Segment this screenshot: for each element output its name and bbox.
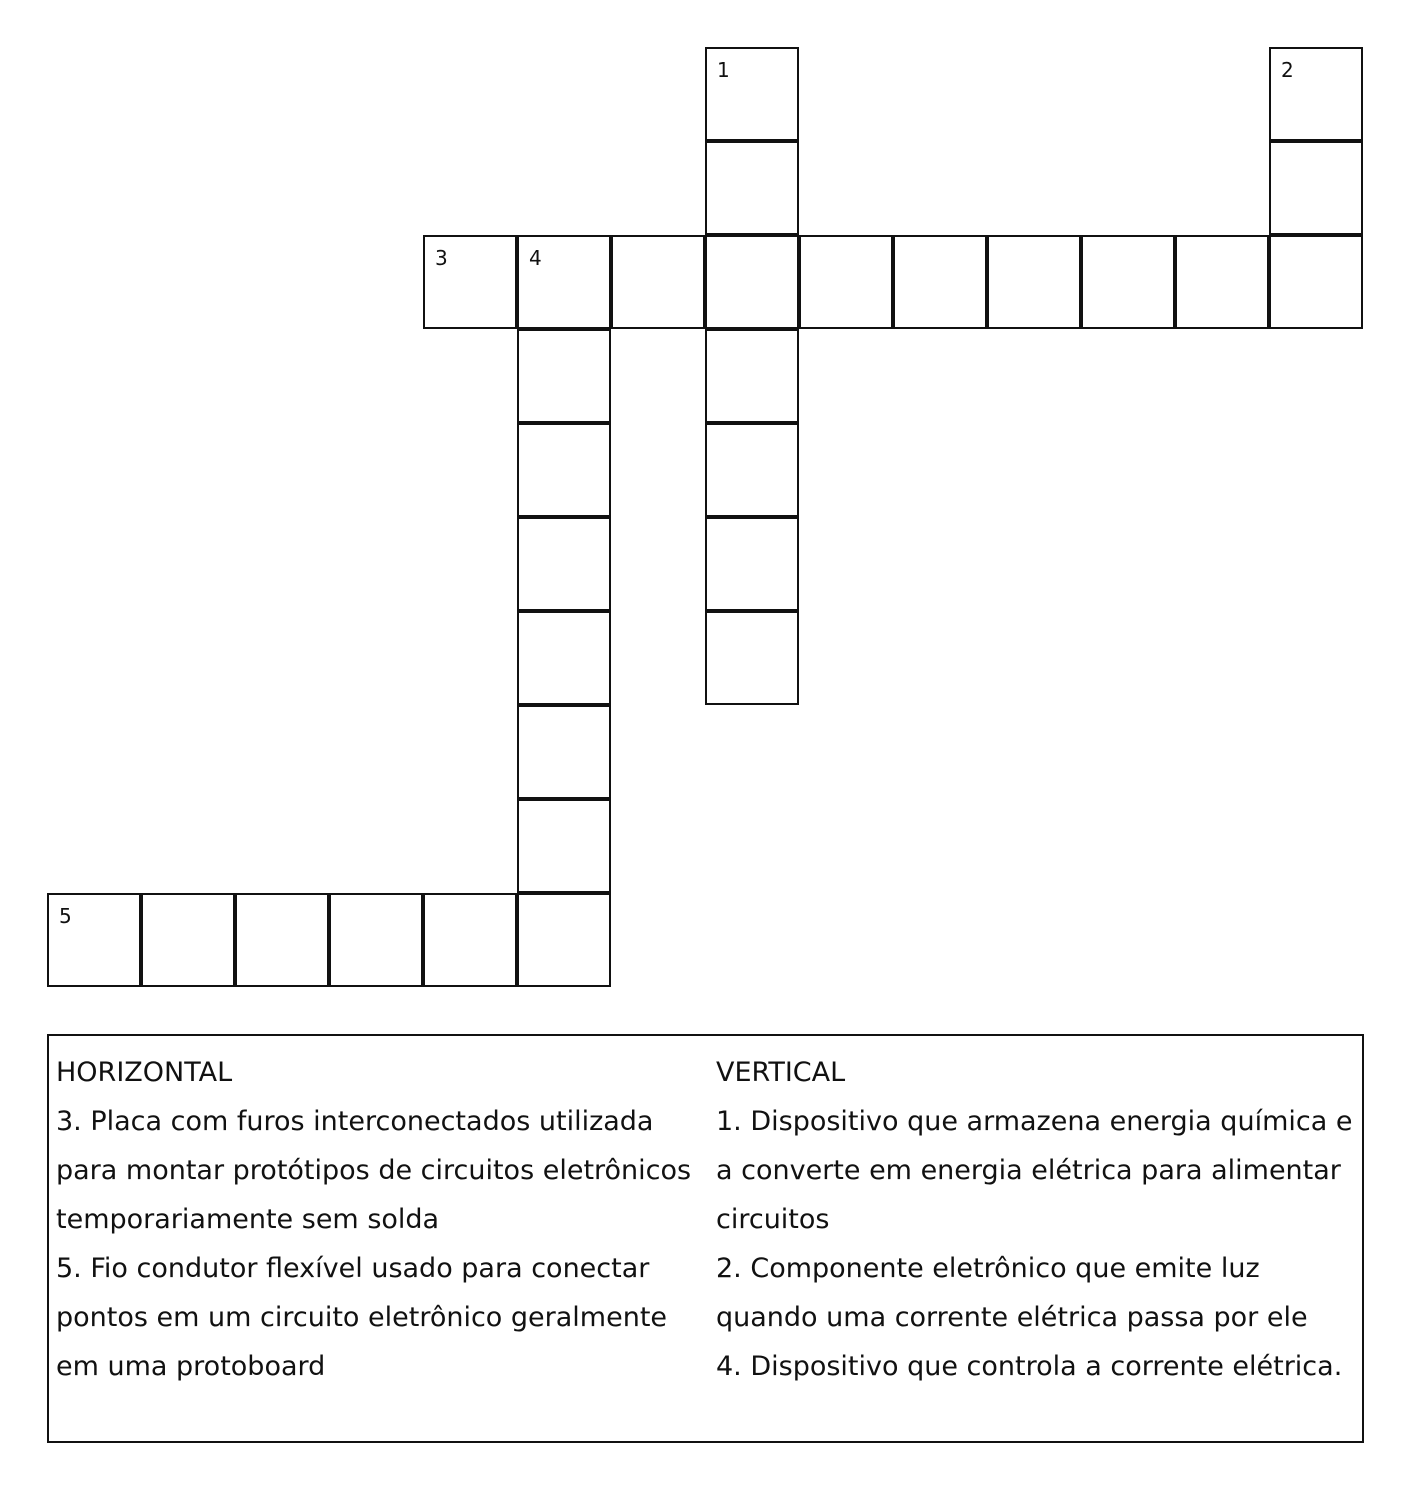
crossword-cell[interactable]: [517, 893, 611, 987]
horizontal-clues: [56, 1048, 708, 1391]
horizontal-title: HORIZONTAL: [56, 1057, 233, 1088]
crossword-cell[interactable]: [893, 235, 987, 329]
clue-number: 3: [435, 246, 448, 270]
crossword-cell[interactable]: [517, 705, 611, 799]
crossword-cell[interactable]: [705, 329, 799, 423]
crossword-cell[interactable]: [1081, 235, 1175, 329]
clue-vertical-1: 1. Dispositivo que armazena energia química e a converte em energia elétrica para alimentar circuitos: [716, 1106, 1353, 1235]
clue-number: 5: [59, 904, 72, 928]
crossword-cell[interactable]: [705, 47, 799, 141]
crossword-cell[interactable]: [517, 423, 611, 517]
crossword-cell[interactable]: [611, 235, 705, 329]
clue-number: 1: [717, 58, 730, 82]
clue-vertical-2: 2. Componente eletrônico que emite luz quando uma corrente elétrica passa por ele: [716, 1253, 1308, 1333]
vertical-title: VERTICAL: [716, 1057, 846, 1088]
crossword-cell[interactable]: [705, 235, 799, 329]
crossword-cell[interactable]: [517, 517, 611, 611]
crossword-cell[interactable]: [1175, 235, 1269, 329]
crossword-cell[interactable]: [705, 423, 799, 517]
crossword-cell[interactable]: [705, 611, 799, 705]
crossword-cell[interactable]: [517, 235, 611, 329]
crossword-cell[interactable]: [517, 611, 611, 705]
crossword-cell[interactable]: [705, 141, 799, 235]
clue-horizontal-5: 5. Fio condutor flexível usado para conectar pontos em um circuito eletrônico geralmente em uma protoboard: [56, 1253, 668, 1382]
clue-number: 2: [1281, 58, 1294, 82]
vertical-clues: [716, 1048, 1356, 1391]
crossword-cell[interactable]: [235, 893, 329, 987]
crossword-cell[interactable]: [1269, 141, 1363, 235]
crossword-cell[interactable]: [1269, 47, 1363, 141]
crossword-cell[interactable]: [799, 235, 893, 329]
crossword-cell[interactable]: [47, 893, 141, 987]
clue-horizontal-3: 3. Placa com furos interconectados utilizada para montar protótipos de circuitos eletrônicos temporariamente sem solda: [56, 1106, 692, 1235]
crossword-cell[interactable]: [517, 329, 611, 423]
crossword-cell[interactable]: [517, 799, 611, 893]
clues-panel: [47, 1034, 1364, 1443]
crossword-cell[interactable]: [1269, 235, 1363, 329]
crossword-cell[interactable]: [423, 235, 517, 329]
crossword-cell[interactable]: [423, 893, 517, 987]
crossword-cell[interactable]: [329, 893, 423, 987]
crossword-cell[interactable]: [141, 893, 235, 987]
crossword-cell[interactable]: [987, 235, 1081, 329]
clue-number: 4: [529, 246, 542, 270]
clue-vertical-4: 4. Dispositivo que controla a corrente elétrica.: [716, 1351, 1343, 1382]
crossword-cell[interactable]: [705, 517, 799, 611]
